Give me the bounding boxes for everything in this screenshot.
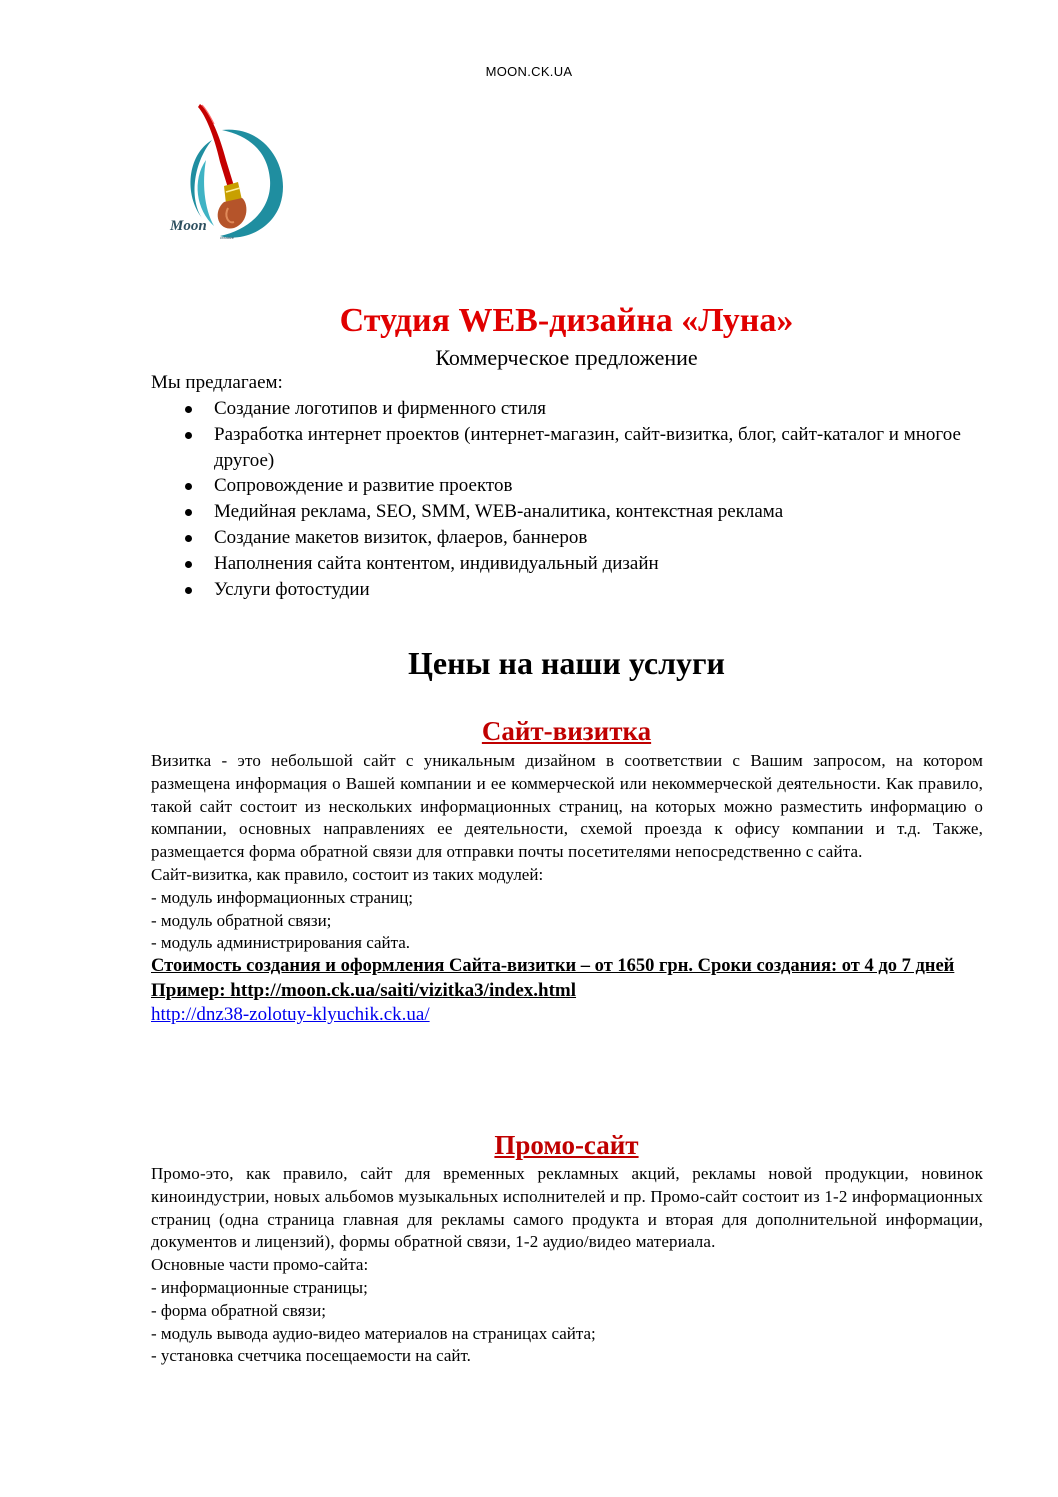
vizitka-modules-intro: Сайт-визитка, как правило, состоит из таких модулей:: [151, 864, 544, 884]
logo-wordmark: Moon: [170, 218, 207, 234]
vizitka-heading: Сайт-визитка: [481, 716, 652, 746]
vizitka-module: - модуль обратной связи;: [151, 910, 332, 930]
promo-description: Промо-это, как правило, сайт для временных рекламных акций, рекламы новой продукции, новинок киноиндустрии, новых альбомов музыкальных исполнителей и пр. Промо-сайт состоит из 1-2 информационных страниц (одна страница главная для рекламы самого продукта и вторая для дополнительной информации, документов и лицензий), формы обратной связи, 1-2 аудио/видео материала.: [151, 1164, 983, 1252]
offer-item: Сопровождение и развитие проектов: [151, 473, 991, 499]
offer-item: Услуги фотостудии: [151, 577, 991, 603]
promo-part: - форма обратной связи;: [151, 1300, 326, 1320]
offer-item: Наполнения сайта контентом, индивидуальный дизайн: [151, 551, 991, 577]
vizitka-module: - модуль администрирования сайта.: [151, 933, 411, 953]
promo-heading: Промо-сайт: [494, 1130, 639, 1160]
page-title: Студия WEB-дизайна «Луна»: [339, 302, 794, 339]
logo-subtext: creative: [220, 235, 235, 240]
moon-brush-logo-icon: [162, 100, 292, 245]
promo-parts-intro: Основные части промо-сайта:: [151, 1255, 369, 1275]
vizitka-cost: Стоимость создания и оформления Сайта-визитки – от 1650 грн. Сроки создания: от 4 до 7 дней: [151, 956, 955, 977]
offer-list: [151, 396, 991, 602]
prices-heading: Цены на наши услуги: [408, 645, 725, 681]
promo-part: - информационные страницы;: [151, 1277, 368, 1297]
offer-item: Медийная реклама, SEO, SMM, WEB-аналитика, контекстная реклама: [151, 499, 991, 525]
offer-item: Создание макетов визиток, флаеров, баннеров: [151, 525, 991, 551]
offer-item: Разработка интернет проектов (интернет-магазин, сайт-визитка, блог, сайт-каталог и многое другое): [151, 422, 991, 474]
vizitka-description: Визитка - это небольшой сайт с уникальным дизайном в соответствии с Вашим запросом, на котором размещена информация о Вашей компании и ее коммерческой или некоммерческой деятельности. Как правило, такой сайт состоит из нескольких информационных страниц, на которых можно разместить информацию о компании, основных направлениях ее деятельности, схемой проезда к офису компании и т.д. Также, размещается форма обратной связи для отправки почты посетителями непосредственно с сайта.: [151, 751, 983, 862]
vizitka-module: - модуль информационных страниц;: [151, 887, 414, 907]
promo-part: - модуль вывода аудио-видео материалов на страницах сайта;: [151, 1323, 596, 1343]
site-header: MOON.CK.UA: [485, 64, 573, 79]
offer-item: Создание логотипов и фирменного стиля: [151, 396, 991, 422]
page-subtitle: Коммерческое предложение: [435, 345, 698, 370]
vizitka-example-link[interactable]: Пример: http://moon.ck.ua/saiti/vizitka3/index.html: [151, 980, 577, 1002]
vizitka-section: [151, 750, 983, 1027]
moon-logo: [162, 100, 292, 245]
promo-part: - установка счетчика посещаемости на сайт.: [151, 1346, 471, 1366]
offer-intro: Мы предлагаем:: [151, 372, 283, 393]
vizitka-portfolio-link[interactable]: http://dnz38-zolotuy-klyuchik.ck.ua/: [151, 1004, 430, 1026]
promo-section: [151, 1163, 983, 1368]
